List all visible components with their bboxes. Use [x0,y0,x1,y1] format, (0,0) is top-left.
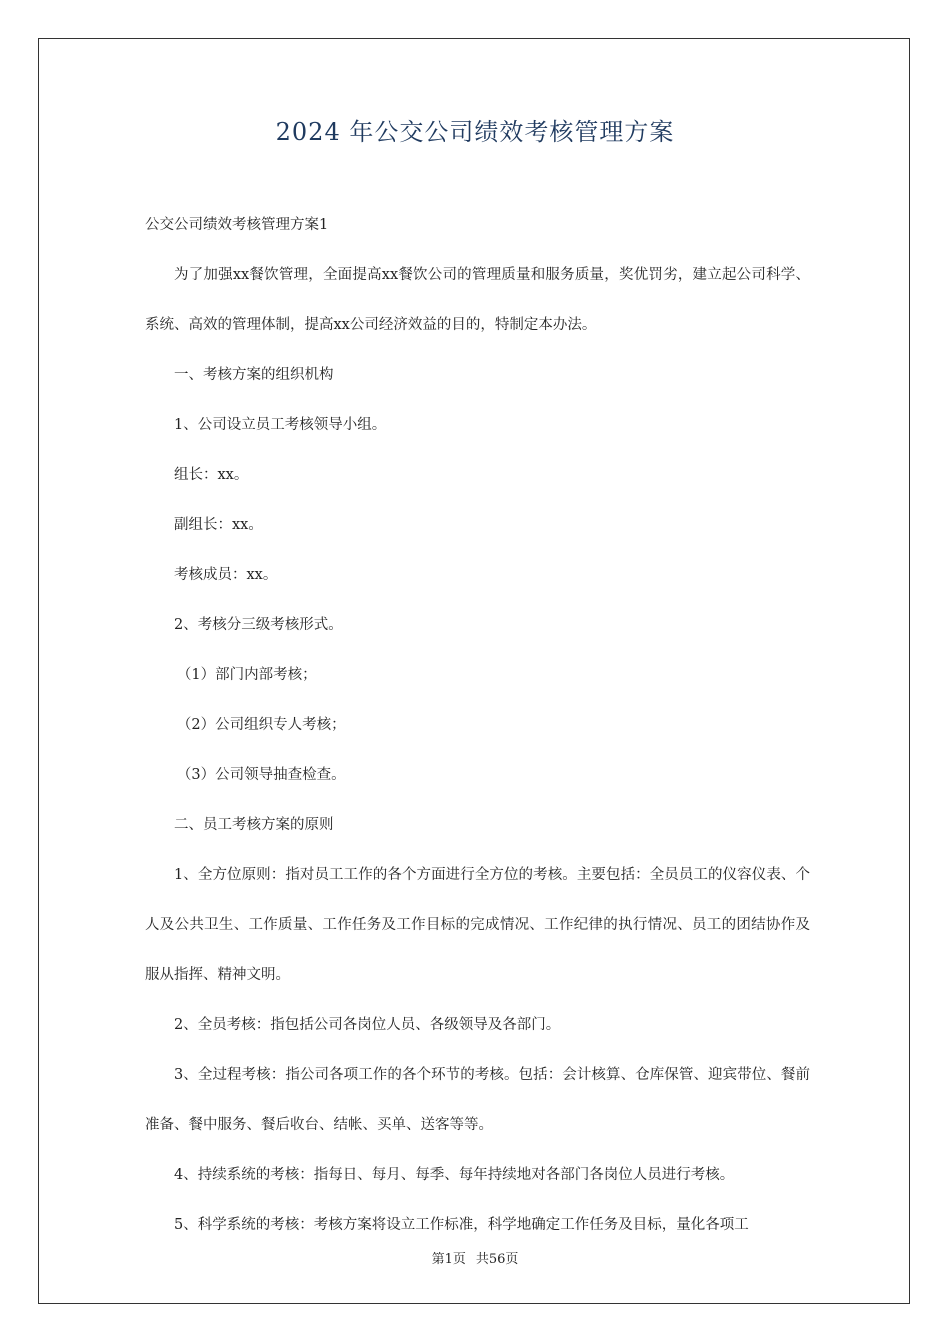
paragraph: 2、全员考核：指包括公司各岗位人员、各级领导及各部门。 [174,1017,561,1033]
list-item: （1）部门内部考核； [176,667,317,683]
page-footer [0,1248,950,1267]
document-body [145,200,810,1250]
list-item: 1、公司设立员工考核领导小组。 [174,417,387,433]
paragraph: 为了加强xx餐饮管理，全面提高xx餐饮公司的管理质量和服务质量，奖优罚劣，建立起公司科学、系统、高效的管理体制，提高xx公司经济效益的目的，特制定本办法。 [145,267,810,333]
list-item: 副组长：xx。 [174,517,263,533]
paragraph: 1、全方位原则：指对员工工作的各个方面进行全方位的考核。主要包括：全员员工的仪容仪表、个人及公共卫生、工作质量、工作任务及工作目标的完成情况、工作纪律的执行情况、员工的团结协作及服从指挥、精神文明。 [145,867,810,983]
section-heading: 公交公司绩效考核管理方案1 [145,217,329,233]
list-item: 2、考核分三级考核形式。 [174,617,343,633]
paragraph: 3、全过程考核：指公司各项工作的各个环节的考核。包括：会计核算、仓库保管、迎宾带位、餐前准备、餐中服务、餐后收台、结帐、买单、送客等等。 [145,1067,810,1133]
page-number: 第1页 [431,1252,466,1267]
paragraph: 5、科学系统的考核：考核方案将设立工作标准，科学地确定工作任务及目标，量化各项工 [174,1217,749,1233]
list-item: （3）公司领导抽查检查。 [176,767,346,783]
list-item: 考核成员：xx。 [174,567,278,583]
section-heading: 二、员工考核方案的原则 [174,817,334,833]
paragraph: 4、持续系统的考核：指每日、每月、每季、每年持续地对各部门各岗位人员进行考核。 [174,1167,735,1183]
page-total: 共56页 [475,1252,519,1267]
section-heading: 一、考核方案的组织机构 [174,367,334,383]
list-item: 组长：xx。 [174,467,249,483]
document-title: 2024 年公交公司绩效考核管理方案 [275,118,675,146]
list-item: （2）公司组织专人考核； [176,717,346,733]
